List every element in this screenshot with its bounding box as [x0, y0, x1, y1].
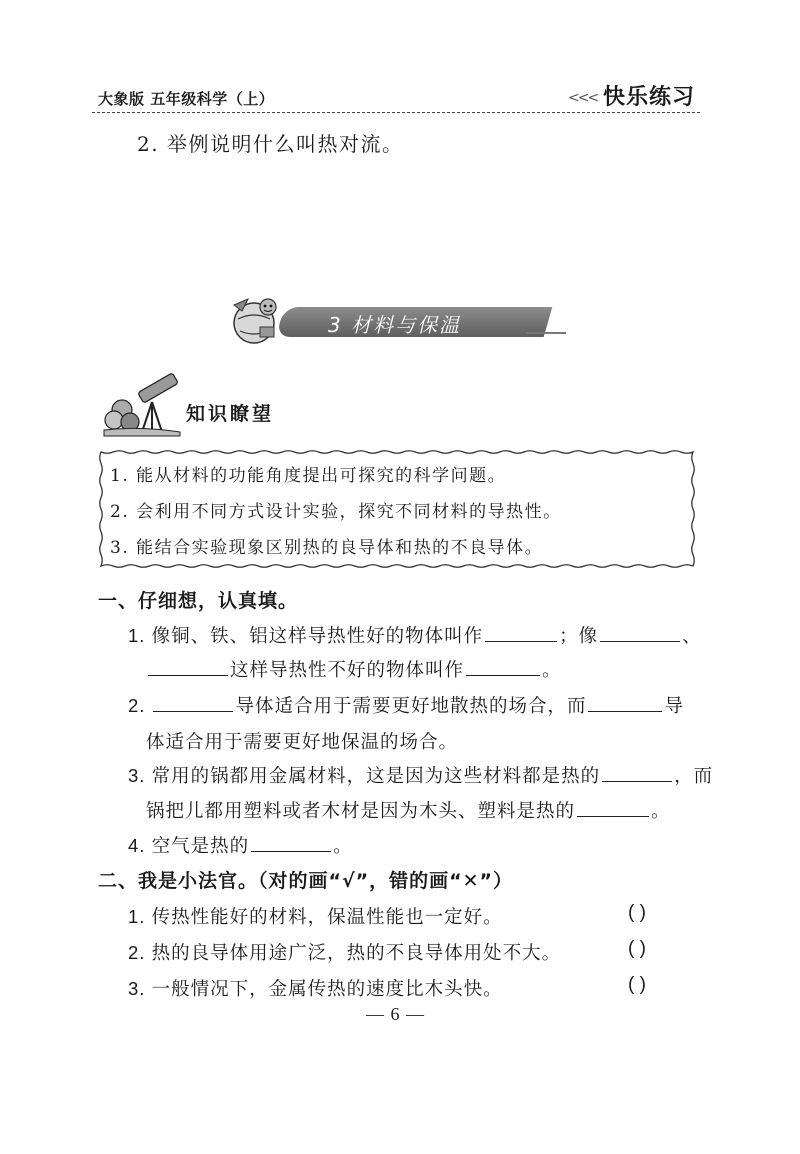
q1-text-b: ；像 [559, 625, 599, 646]
series-brand: 快乐练习 [603, 85, 696, 110]
q1-blank-4[interactable] [466, 657, 540, 676]
q2-text-a: 2. [128, 695, 146, 716]
fill-q2-line2: 体适合用于需要更好地保温的场合。 [146, 731, 459, 752]
q3-blank-2[interactable] [577, 798, 649, 817]
q1-text-e: 。 [542, 659, 562, 680]
objective-1: 1. 能从材料的功能角度提出可探究的科学问题。 [110, 466, 507, 486]
q4-text-b: 。 [333, 835, 353, 856]
q1-text-d: 这样导热性不好的物体叫作 [230, 659, 465, 680]
judge-item-1: 1. 传热性能好的材料，保温性能也一定好。 [128, 906, 503, 927]
q3-text-b: ，而 [674, 765, 714, 786]
header-divider [92, 112, 700, 113]
q1-blank-1[interactable] [485, 623, 557, 642]
telescope-icon [100, 372, 186, 438]
judge-answer-1[interactable]: ( ) [628, 902, 646, 923]
book-title: 大象版 五年级科学（上） [98, 90, 275, 108]
q4-text-a: 4. 空气是热的 [128, 835, 250, 856]
fill-q4-line [128, 832, 353, 858]
q1-blank-2[interactable] [600, 623, 680, 642]
judge-answer-2[interactable]: ( ) [628, 938, 646, 959]
globe-mascot-icon [228, 293, 286, 349]
fill-q1-line1 [128, 622, 702, 648]
fill-q2-line1 [128, 692, 684, 718]
lesson-title: 3 材料与保温 [328, 313, 462, 337]
q1-text-c: 、 [682, 625, 702, 646]
fill-q3-line2 [146, 797, 671, 823]
judge-answer-3[interactable]: ( ) [628, 974, 646, 995]
q2-text-b: 导体适合用于需要更好地散热的场合，而 [235, 695, 587, 716]
judge-item-3: 3. 一般情况下，金属传热的速度比木头快。 [128, 978, 503, 999]
q2-text-c: 导 [664, 695, 684, 716]
fill-q3-line1 [128, 762, 713, 788]
q3-text-c: 锅把儿都用塑料或者木材是因为木头、塑料是热的 [146, 800, 576, 821]
knowledge-outlook-label: 知识瞭望 [186, 403, 275, 425]
objectives-box [96, 447, 698, 571]
q1-blank-3[interactable] [148, 657, 228, 676]
judge-item-2: 2. 热的良导体用途广泛，热的不良导体用处不大。 [128, 942, 562, 963]
fill-q1-line2 [146, 656, 562, 682]
q3-blank-1[interactable] [602, 763, 672, 782]
section-2-title: 二、我是小法官。（对的画“√”，错的画“✕”） [98, 870, 514, 892]
q1-text-a: 1. 像铜、铁、铝这样导热性好的物体叫作 [128, 625, 484, 646]
header-arrows: <<< [568, 90, 598, 106]
page-number: — 6 — [366, 1004, 425, 1024]
banner-tail-line [526, 332, 566, 334]
section-1-title: 一、仔细想，认真填。 [98, 590, 299, 612]
q4-blank-1[interactable] [251, 833, 331, 852]
q2-blank-1[interactable] [153, 693, 233, 712]
objective-3: 3. 能结合实验现象区别热的良导体和热的不良导体。 [110, 538, 544, 558]
previous-question: 2. 举例说明什么叫热对流。 [137, 132, 404, 156]
objective-2: 2. 会利用不同方式设计实验，探究不同材料的导热性。 [110, 502, 562, 522]
lesson-banner [228, 293, 564, 349]
q3-text-d: 。 [651, 800, 671, 821]
q3-text-a: 3. 常用的锅都用金属材料，这是因为这些材料都是热的 [128, 765, 601, 786]
q2-blank-2[interactable] [588, 693, 662, 712]
